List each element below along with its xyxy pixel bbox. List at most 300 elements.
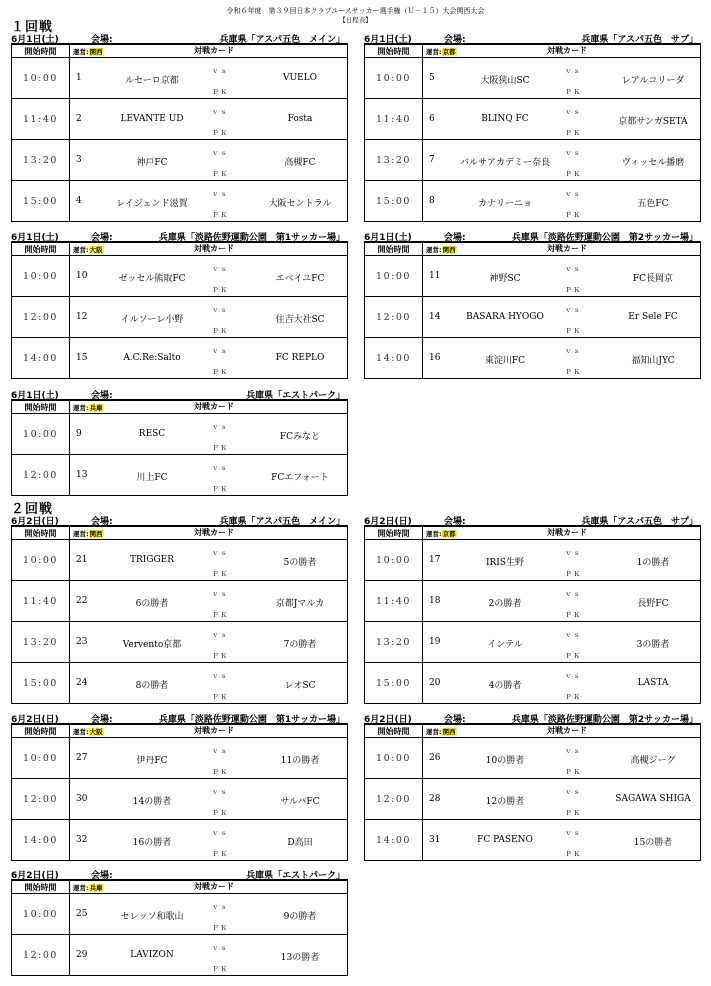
start-time-header: 開始時間 xyxy=(365,725,423,738)
vs-label: ｖｓ xyxy=(565,189,582,198)
match-date: 6月2日(日) xyxy=(11,715,59,725)
match-number: 14 xyxy=(429,311,441,322)
match-number: 13 xyxy=(76,469,88,480)
pk-label: ＰＫ xyxy=(565,611,582,619)
team-home: 大阪狭山SC xyxy=(480,75,530,86)
kickoff-time: 11:40 xyxy=(365,99,423,140)
match-card xyxy=(423,663,701,704)
card-label: 対戦カード xyxy=(194,528,234,537)
venue-label: 会場: xyxy=(91,391,113,401)
kickoff-time: 15:00 xyxy=(365,181,423,222)
pk-label: ＰＫ xyxy=(212,368,229,376)
team-away: 1の勝者 xyxy=(636,557,670,568)
match-card xyxy=(423,99,701,140)
kickoff-time: 14:00 xyxy=(365,820,423,861)
venue-name: 兵庫県「アスパ五色 メイン」 xyxy=(219,517,345,527)
kickoff-time: 11:40 xyxy=(365,581,423,622)
team-home: 14の勝者 xyxy=(132,796,172,807)
match-row xyxy=(12,58,348,99)
venue-name: 兵庫県「淡路佐野運動公園 第2サッカー場」 xyxy=(511,715,698,725)
match-number: 1 xyxy=(76,72,82,83)
card-label: 対戦カード xyxy=(547,46,587,55)
team-away: 9の勝者 xyxy=(283,911,317,922)
match-row xyxy=(365,181,701,222)
venue-name: 兵庫県「淡路佐野運動公園 第1サッカー場」 xyxy=(158,233,345,243)
team-home: FC PASENO xyxy=(477,834,533,845)
match-number: 6 xyxy=(429,113,435,124)
vs-label: ｖｓ xyxy=(565,66,582,75)
kickoff-time: 10:00 xyxy=(12,414,70,455)
team-away: 高槻FC xyxy=(284,157,316,168)
pk-label: ＰＫ xyxy=(565,211,582,219)
kickoff-time: 11:40 xyxy=(12,581,70,622)
match-date: 6月1日(土) xyxy=(364,35,412,45)
venue-label: 会場: xyxy=(91,233,113,243)
match-card xyxy=(70,540,348,581)
block-header xyxy=(11,712,348,724)
match-card xyxy=(70,622,348,663)
card-label: 対戦カード xyxy=(194,46,234,55)
vs-label: ｖｓ xyxy=(565,828,582,837)
kickoff-time: 10:00 xyxy=(365,540,423,581)
start-time-header: 開始時間 xyxy=(12,881,70,894)
team-away: FC REPLO xyxy=(275,352,325,363)
match-card xyxy=(70,738,348,779)
team-home: カナリーニョ xyxy=(477,198,532,209)
operator-badge: 関西 xyxy=(442,245,456,254)
pk-label: ＰＫ xyxy=(212,652,229,660)
match-row xyxy=(12,140,348,181)
team-home: イルソーレ小野 xyxy=(120,314,184,325)
start-time-header: 開始時間 xyxy=(365,527,423,540)
match-card xyxy=(423,540,701,581)
pk-label: ＰＫ xyxy=(212,965,229,973)
team-away: 11の勝者 xyxy=(280,755,320,766)
match-number: 3 xyxy=(76,154,82,165)
match-card xyxy=(70,297,348,338)
match-number: 17 xyxy=(429,554,441,565)
match-card xyxy=(70,663,348,704)
match-number: 8 xyxy=(429,195,435,206)
match-row xyxy=(365,622,701,663)
match-row xyxy=(12,622,348,663)
vs-label: ｖｓ xyxy=(212,548,229,557)
match-table xyxy=(11,242,348,379)
team-home: BASARA HYOGO xyxy=(466,311,544,322)
match-card xyxy=(423,256,701,297)
kickoff-time: 10:00 xyxy=(12,540,70,581)
pk-label: ＰＫ xyxy=(565,88,582,96)
vs-label: ｖｓ xyxy=(212,66,229,75)
match-card xyxy=(70,338,348,379)
block-header xyxy=(364,514,701,526)
venue-label: 会場: xyxy=(444,233,466,243)
match-card xyxy=(70,779,348,820)
venue-name: 兵庫県「淡路佐野運動公園 第1サッカー場」 xyxy=(158,715,345,725)
match-card xyxy=(423,58,701,99)
match-row xyxy=(365,297,701,338)
team-away: エベイユFC xyxy=(275,273,325,284)
operator-label: 運営: xyxy=(73,727,89,736)
venue-block xyxy=(11,712,348,861)
kickoff-time: 10:00 xyxy=(12,256,70,297)
team-home: IRIS生野 xyxy=(485,557,525,568)
pk-label: ＰＫ xyxy=(212,611,229,619)
card-header xyxy=(70,725,348,738)
round-2-heading: ２回戦 xyxy=(11,502,54,517)
team-home: BLINQ FC xyxy=(481,113,529,124)
card-header xyxy=(70,243,348,256)
operator-label: 運営: xyxy=(426,727,442,736)
team-away: 住吉大社SC xyxy=(275,314,325,325)
pk-label: ＰＫ xyxy=(212,693,229,701)
pk-label: ＰＫ xyxy=(565,327,582,335)
pk-label: ＰＫ xyxy=(212,570,229,578)
match-number: 2 xyxy=(76,113,82,124)
match-number: 15 xyxy=(76,352,88,363)
venue-name: 兵庫県「淡路佐野運動公園 第2サッカー場」 xyxy=(511,233,698,243)
match-date: 6月1日(土) xyxy=(11,35,59,45)
team-home: LAVIZON xyxy=(130,949,174,960)
vs-label: ｖｓ xyxy=(212,346,229,355)
card-header xyxy=(423,45,701,58)
team-away: 京都サンガSETA xyxy=(618,116,688,127)
venue-name: 兵庫県「アスパ五色 メイン」 xyxy=(219,35,345,45)
team-away: 京都Jマルカ xyxy=(275,598,325,609)
kickoff-time: 12:00 xyxy=(365,297,423,338)
match-row xyxy=(365,540,701,581)
vs-label: ｖｓ xyxy=(212,787,229,796)
match-card xyxy=(423,581,701,622)
vs-label: ｖｓ xyxy=(212,902,229,911)
operator-badge: 京都 xyxy=(442,529,456,538)
operator-badge: 兵庫 xyxy=(89,883,103,892)
venue-block xyxy=(364,32,701,222)
venue-block xyxy=(11,388,348,496)
team-home: インテル xyxy=(487,639,523,650)
match-number: 29 xyxy=(76,949,88,960)
match-row xyxy=(365,58,701,99)
match-row xyxy=(12,297,348,338)
match-row xyxy=(365,779,701,820)
block-header xyxy=(11,388,348,400)
team-away: 五色FC xyxy=(637,198,669,209)
team-away: 3の勝者 xyxy=(636,639,670,650)
match-card xyxy=(70,455,348,496)
match-row xyxy=(365,663,701,704)
team-away: Fosta xyxy=(287,113,313,124)
kickoff-time: 12:00 xyxy=(12,297,70,338)
block-header xyxy=(11,514,348,526)
operator-label: 運営: xyxy=(73,529,89,538)
team-home: 神野SC xyxy=(489,273,521,284)
team-home: 6の勝者 xyxy=(135,598,169,609)
team-home: セレッソ和歌山 xyxy=(120,911,184,922)
team-away: D高田 xyxy=(287,837,313,848)
match-card xyxy=(70,414,348,455)
match-number: 11 xyxy=(429,270,441,281)
team-home: 川上FC xyxy=(136,472,168,483)
team-home: A.C.Re:Salto xyxy=(123,352,181,363)
venue-label: 会場: xyxy=(91,517,113,527)
vs-label: ｖｓ xyxy=(565,548,582,557)
card-header xyxy=(423,243,701,256)
team-away: 15の勝者 xyxy=(633,837,673,848)
match-number: 9 xyxy=(76,428,82,439)
card-header xyxy=(70,45,348,58)
operator-label: 運営: xyxy=(73,403,89,412)
card-label: 対戦カード xyxy=(194,402,234,411)
operator-label: 運営: xyxy=(426,245,442,254)
kickoff-time: 15:00 xyxy=(12,663,70,704)
match-date: 6月2日(日) xyxy=(11,517,59,527)
pk-label: ＰＫ xyxy=(212,88,229,96)
match-number: 12 xyxy=(76,311,88,322)
pk-label: ＰＫ xyxy=(212,129,229,137)
venue-label: 会場: xyxy=(91,871,113,881)
match-number: 21 xyxy=(76,554,88,565)
start-time-header: 開始時間 xyxy=(12,243,70,256)
team-away: VUELO xyxy=(282,72,317,83)
pk-label: ＰＫ xyxy=(565,652,582,660)
team-home: 12の勝者 xyxy=(485,796,525,807)
match-card xyxy=(423,779,701,820)
match-row xyxy=(365,738,701,779)
match-number: 10 xyxy=(76,270,88,281)
match-number: 30 xyxy=(76,793,88,804)
match-row xyxy=(12,338,348,379)
team-home: 16の勝者 xyxy=(132,837,172,848)
vs-label: ｖｓ xyxy=(212,943,229,952)
vs-label: ｖｓ xyxy=(212,305,229,314)
pk-label: ＰＫ xyxy=(565,768,582,776)
card-header xyxy=(423,527,701,540)
match-row xyxy=(12,256,348,297)
match-row xyxy=(12,779,348,820)
vs-label: ｖｓ xyxy=(565,264,582,273)
match-date: 6月2日(日) xyxy=(11,871,59,881)
pk-label: ＰＫ xyxy=(212,170,229,178)
team-home: ルセーロ京都 xyxy=(125,75,179,86)
vs-label: ｖｓ xyxy=(212,746,229,755)
kickoff-time: 10:00 xyxy=(365,738,423,779)
operator-badge: 関西 xyxy=(89,47,103,56)
match-date: 6月2日(日) xyxy=(364,517,412,527)
pk-label: ＰＫ xyxy=(212,850,229,858)
team-away: Er Sele FC xyxy=(628,311,678,322)
operator-label: 運営: xyxy=(426,529,442,538)
operator-badge: 関西 xyxy=(442,727,456,736)
venue-block xyxy=(11,514,348,704)
pk-label: ＰＫ xyxy=(212,327,229,335)
card-label: 対戦カード xyxy=(194,244,234,253)
match-number: 32 xyxy=(76,834,88,845)
match-row xyxy=(12,181,348,222)
match-number: 5 xyxy=(429,72,435,83)
match-number: 25 xyxy=(76,908,88,919)
match-card xyxy=(70,894,348,935)
match-number: 20 xyxy=(429,677,441,688)
vs-label: ｖｓ xyxy=(565,589,582,598)
team-home: 神戸FC xyxy=(136,157,168,168)
match-table xyxy=(11,724,348,861)
match-card xyxy=(70,181,348,222)
card-label: 対戦カード xyxy=(547,528,587,537)
team-away: サルパFC xyxy=(280,796,320,807)
team-away: FC長岡京 xyxy=(632,273,674,284)
venue-block xyxy=(11,32,348,222)
operator-label: 運営: xyxy=(426,47,442,56)
match-card xyxy=(423,338,701,379)
start-time-header: 開始時間 xyxy=(12,401,70,414)
kickoff-time: 14:00 xyxy=(365,338,423,379)
kickoff-time: 10:00 xyxy=(12,894,70,935)
pk-label: ＰＫ xyxy=(212,211,229,219)
match-table xyxy=(364,724,701,861)
pk-label: ＰＫ xyxy=(212,444,229,452)
kickoff-time: 10:00 xyxy=(12,738,70,779)
match-row xyxy=(12,540,348,581)
match-number: 18 xyxy=(429,595,441,606)
match-number: 28 xyxy=(429,793,441,804)
vs-label: ｖｓ xyxy=(565,346,582,355)
match-row xyxy=(12,581,348,622)
match-number: 16 xyxy=(429,352,441,363)
card-label: 対戦カード xyxy=(547,726,587,735)
vs-label: ｖｓ xyxy=(565,630,582,639)
match-number: 7 xyxy=(429,154,435,165)
kickoff-time: 15:00 xyxy=(12,181,70,222)
kickoff-time: 10:00 xyxy=(365,58,423,99)
match-card xyxy=(423,622,701,663)
pk-label: ＰＫ xyxy=(212,485,229,493)
match-date: 6月2日(日) xyxy=(364,715,412,725)
team-home: 10の勝者 xyxy=(485,755,525,766)
block-header xyxy=(11,32,348,44)
venue-name: 兵庫県「エストパーク」 xyxy=(246,871,345,881)
kickoff-time: 12:00 xyxy=(12,455,70,496)
vs-label: ｖｓ xyxy=(565,671,582,680)
team-home: RESC xyxy=(138,428,166,439)
venue-label: 会場: xyxy=(91,715,113,725)
card-header xyxy=(70,527,348,540)
vs-label: ｖｓ xyxy=(212,828,229,837)
card-label: 対戦カード xyxy=(194,726,234,735)
start-time-header: 開始時間 xyxy=(365,243,423,256)
pk-label: ＰＫ xyxy=(212,286,229,294)
team-home: 4の勝者 xyxy=(488,680,522,691)
kickoff-time: 12:00 xyxy=(365,779,423,820)
vs-label: ｖｓ xyxy=(212,422,229,431)
match-table xyxy=(11,880,348,976)
kickoff-time: 13:20 xyxy=(12,622,70,663)
venue-block xyxy=(364,712,701,861)
match-row xyxy=(12,820,348,861)
match-number: 31 xyxy=(429,834,441,845)
kickoff-time: 12:00 xyxy=(12,935,70,976)
block-header xyxy=(364,712,701,724)
team-away: 高槻ジーグ xyxy=(630,755,676,766)
match-table xyxy=(364,242,701,379)
kickoff-time: 12:00 xyxy=(12,779,70,820)
vs-label: ｖｓ xyxy=(565,787,582,796)
match-row xyxy=(12,738,348,779)
card-header xyxy=(70,881,348,894)
match-card xyxy=(70,140,348,181)
pk-label: ＰＫ xyxy=(565,850,582,858)
team-away: 大阪セントラル xyxy=(268,198,332,209)
kickoff-time: 11:40 xyxy=(12,99,70,140)
match-row xyxy=(12,935,348,976)
venue-block xyxy=(364,514,701,704)
match-row xyxy=(365,140,701,181)
operator-badge: 京都 xyxy=(442,47,456,56)
team-home: 2の勝者 xyxy=(488,598,522,609)
match-number: 27 xyxy=(76,752,88,763)
team-away: SAGAWA SHIGA xyxy=(615,793,691,804)
team-away: LASTA xyxy=(637,677,669,688)
pk-label: ＰＫ xyxy=(565,809,582,817)
match-card xyxy=(70,935,348,976)
venue-block xyxy=(11,868,348,976)
team-away: 福知山JYC xyxy=(631,355,675,366)
vs-label: ｖｓ xyxy=(212,148,229,157)
block-header xyxy=(364,230,701,242)
match-card xyxy=(70,58,348,99)
match-row xyxy=(12,455,348,496)
match-date: 6月1日(土) xyxy=(11,391,59,401)
operator-badge: 関西 xyxy=(89,529,103,538)
operator-badge: 大阪 xyxy=(89,245,103,254)
venue-name: 兵庫県「エストパーク」 xyxy=(246,391,345,401)
team-away: レアルコリーダ xyxy=(621,75,685,86)
match-card xyxy=(70,256,348,297)
block-header xyxy=(11,868,348,880)
team-home: ゼッセル熊取FC xyxy=(118,273,186,284)
team-away: FCエフォート xyxy=(271,472,329,483)
operator-label: 運営: xyxy=(73,47,89,56)
document-subtitle: 【日程表】 xyxy=(339,16,372,24)
venue-label: 会場: xyxy=(444,715,466,725)
team-away: 長野FC xyxy=(637,598,669,609)
match-number: 22 xyxy=(76,595,88,606)
match-table xyxy=(11,44,348,222)
block-header xyxy=(11,230,348,242)
pk-label: ＰＫ xyxy=(565,170,582,178)
operator-badge: 大阪 xyxy=(89,727,103,736)
team-home: レイジェンド滋賀 xyxy=(116,198,188,209)
match-row xyxy=(12,894,348,935)
match-card xyxy=(70,99,348,140)
venue-block xyxy=(364,230,701,379)
kickoff-time: 15:00 xyxy=(365,663,423,704)
vs-label: ｖｓ xyxy=(212,189,229,198)
vs-label: ｖｓ xyxy=(212,264,229,273)
team-away: 7の勝者 xyxy=(283,639,317,650)
match-table xyxy=(11,526,348,704)
match-number: 4 xyxy=(76,195,82,206)
operator-label: 運営: xyxy=(73,883,89,892)
match-row xyxy=(365,256,701,297)
kickoff-time: 14:00 xyxy=(12,338,70,379)
match-card xyxy=(70,581,348,622)
start-time-header: 開始時間 xyxy=(12,527,70,540)
vs-label: ｖｓ xyxy=(212,671,229,680)
card-label: 対戦カード xyxy=(547,244,587,253)
kickoff-time: 10:00 xyxy=(365,256,423,297)
team-away: レオSC xyxy=(284,680,316,691)
vs-label: ｖｓ xyxy=(212,630,229,639)
